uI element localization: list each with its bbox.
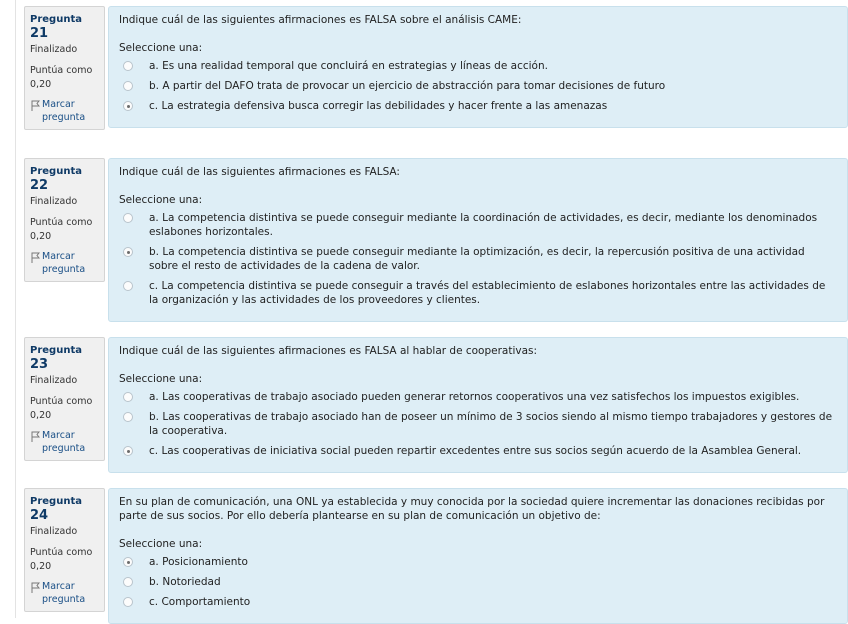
question-content xyxy=(108,6,848,128)
radio-button-b[interactable] xyxy=(123,81,133,91)
answer-prompt: Seleccione una: xyxy=(119,194,203,206)
answer-option-label[interactable]: a. Posicionamiento xyxy=(149,556,248,568)
answer-option-a[interactable] xyxy=(119,59,837,73)
question-number-line xyxy=(30,165,99,194)
question-content xyxy=(108,337,848,473)
flag-icon xyxy=(30,250,40,264)
flag-question-link[interactable] xyxy=(30,429,99,455)
flag-question-label[interactable]: Marcar pregunta xyxy=(42,251,86,275)
question-info xyxy=(24,6,105,130)
question-number: 23 xyxy=(30,357,49,372)
question-info xyxy=(24,158,105,282)
question-info xyxy=(24,337,105,461)
answer-option-c[interactable] xyxy=(119,444,837,458)
radio-button-a[interactable] xyxy=(123,557,133,567)
answer-option-label[interactable]: b. Las cooperativas de trabajo asociado han de poseer un mínimo de 3 socios siendo al mismo tiempo trabajadores y gestores de la cooperativa. xyxy=(149,411,833,437)
answer-prompt: Seleccione una: xyxy=(119,538,203,550)
answer-prompt: Seleccione una: xyxy=(119,42,203,54)
radio-button-b[interactable] xyxy=(123,247,133,257)
question-label: Pregunta xyxy=(30,166,82,177)
radio-button-c[interactable] xyxy=(123,597,133,607)
answer-option-a[interactable] xyxy=(119,555,837,569)
question-number-line xyxy=(30,495,99,524)
answer-options xyxy=(119,555,837,609)
question-number: 22 xyxy=(30,178,49,193)
answer-option-b[interactable] xyxy=(119,410,837,438)
flag-question-label[interactable]: Marcar pregunta xyxy=(42,581,86,605)
answer-option-label[interactable]: b. A partir del DAFO trata de provocar un ejercicio de abstracción para tomar decisiones de futuro xyxy=(149,80,666,92)
answer-option-b[interactable] xyxy=(119,575,837,589)
radio-button-a[interactable] xyxy=(123,392,133,402)
question-content xyxy=(108,488,848,624)
answer-option-c[interactable] xyxy=(119,279,837,307)
question-grade: Puntúa como 0,20 xyxy=(30,396,93,421)
flag-icon xyxy=(30,429,40,443)
question-label: Pregunta xyxy=(30,14,82,25)
question-text: Indique cuál de las siguientes afirmaciones es FALSA al hablar de cooperativas: xyxy=(119,345,538,357)
answer-option-label[interactable]: c. La estrategia defensiva busca corregir las debilidades y hacer frente a las amenazas xyxy=(149,100,608,112)
question-number-line xyxy=(30,13,99,42)
question-state: Finalizado xyxy=(30,196,78,207)
answer-option-label[interactable]: c. Comportamiento xyxy=(149,596,251,608)
question-state: Finalizado xyxy=(30,375,78,386)
question-number: 24 xyxy=(30,508,49,523)
flag-question-link[interactable] xyxy=(30,98,99,124)
answer-option-c[interactable] xyxy=(119,99,837,113)
radio-button-c[interactable] xyxy=(123,281,133,291)
question-label: Pregunta xyxy=(30,496,82,507)
answer-option-label[interactable]: b. Notoriedad xyxy=(149,576,221,588)
flag-icon xyxy=(30,98,40,112)
radio-button-c[interactable] xyxy=(123,446,133,456)
answer-option-b[interactable] xyxy=(119,79,837,93)
answer-option-c[interactable] xyxy=(119,595,837,609)
question-number: 21 xyxy=(30,26,49,41)
flag-question-label[interactable]: Marcar pregunta xyxy=(42,99,86,123)
radio-button-c[interactable] xyxy=(123,101,133,111)
question-state: Finalizado xyxy=(30,526,78,537)
flag-icon xyxy=(30,580,40,594)
answer-options xyxy=(119,390,837,458)
page-left-border xyxy=(15,0,16,618)
flag-question-label[interactable]: Marcar pregunta xyxy=(42,430,86,454)
radio-button-b[interactable] xyxy=(123,412,133,422)
question-content xyxy=(108,158,848,322)
answer-option-b[interactable] xyxy=(119,245,837,273)
question-text: Indique cuál de las siguientes afirmaciones es FALSA sobre el análisis CAME: xyxy=(119,14,522,26)
answer-option-label[interactable]: a. Las cooperativas de trabajo asociado pueden generar retornos cooperativos una vez satisfechos los impuestos exigibles. xyxy=(149,391,800,403)
question-info xyxy=(24,488,105,612)
question-state: Finalizado xyxy=(30,44,78,55)
answer-options xyxy=(119,211,837,307)
answer-prompt: Seleccione una: xyxy=(119,373,203,385)
question-text: Indique cuál de las siguientes afirmaciones es FALSA: xyxy=(119,166,400,178)
answer-option-label[interactable]: b. La competencia distintiva se puede conseguir mediante la optimización, es decir, la repercusión positiva de una actividad sobre el resto de actividades de la cadena de valor. xyxy=(149,246,805,272)
answer-options xyxy=(119,59,837,113)
radio-button-a[interactable] xyxy=(123,213,133,223)
answer-option-a[interactable] xyxy=(119,211,837,239)
question-grade: Puntúa como 0,20 xyxy=(30,217,93,242)
question-grade: Puntúa como 0,20 xyxy=(30,547,93,572)
question-number-line xyxy=(30,344,99,373)
radio-button-b[interactable] xyxy=(123,577,133,587)
radio-button-a[interactable] xyxy=(123,61,133,71)
flag-question-link[interactable] xyxy=(30,250,99,276)
answer-option-label[interactable]: a. Es una realidad temporal que concluirá en estrategias y líneas de acción. xyxy=(149,60,548,72)
answer-option-a[interactable] xyxy=(119,390,837,404)
flag-question-link[interactable] xyxy=(30,580,99,606)
answer-option-label[interactable]: c. Las cooperativas de iniciativa social pueden repartir excedentes entre sus socios según acuerdo de la Asamblea General. xyxy=(149,445,802,457)
question-grade: Puntúa como 0,20 xyxy=(30,65,93,90)
answer-option-label[interactable]: a. La competencia distintiva se puede conseguir mediante la coordinación de actividades, es decir, mediante los denominados eslabones horizontales. xyxy=(149,212,818,238)
question-label: Pregunta xyxy=(30,345,82,356)
answer-option-label[interactable]: c. La competencia distintiva se puede conseguir a través del establecimiento de eslabones horizontales entre las actividades de la organización y las actividades de los proveedores y clientes. xyxy=(149,280,826,306)
question-text: En su plan de comunicación, una ONL ya establecida y muy conocida por la sociedad quiere incrementar las donaciones recibidas por parte de sus socios. Por ello debería plantearse en su plan de comunicación un objetivo de: xyxy=(119,496,825,522)
